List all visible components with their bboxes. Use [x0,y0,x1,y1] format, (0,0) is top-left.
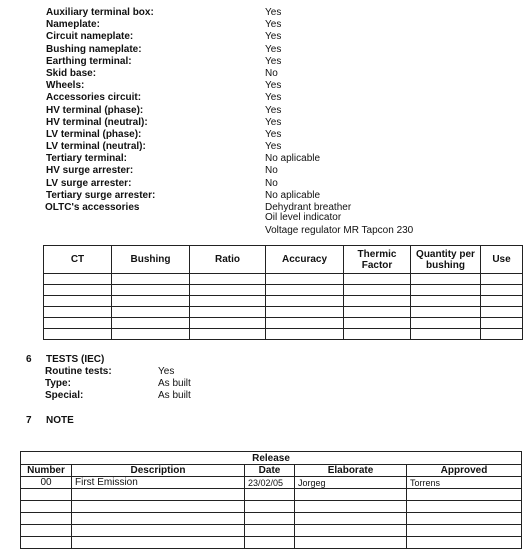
accessory-row [46,165,516,177]
accessory-value: No aplicable [265,189,321,201]
accessory-row [46,92,516,104]
accessory-label: Tertiary surge arrester: [46,189,156,201]
accessory-value: Yes [265,55,282,67]
table-row [44,329,523,340]
section-number: 6 [26,354,32,365]
ct-header-bushing: Bushing [112,246,190,274]
accessory-value: Yes [265,116,282,128]
accessory-label: LV terminal (phase): [46,128,142,140]
accessory-row [46,7,516,19]
accessory-row [46,129,516,141]
section-title: NOTE [46,415,74,426]
oltc-extra-item: Oil level indicator [265,212,342,223]
accessory-label: Nameplate: [46,19,100,31]
accessory-value: No [265,177,278,189]
accessory-row [46,190,516,202]
accessory-value: No [265,67,278,79]
release-header-row [21,465,522,477]
accessory-label: OLTC's accessories [45,202,140,213]
accessory-label: Tertiary terminal: [46,153,127,165]
note-section [26,415,74,427]
test-value: As built [158,378,191,389]
accessory-value: Yes [265,104,282,116]
table-row [21,489,522,501]
accessory-label: HV terminal (neutral): [46,116,148,128]
tests-section [26,354,286,402]
ct-header-accuracy: Accuracy [266,246,344,274]
ct-table [43,245,523,340]
accessory-label: Earthing terminal: [46,55,132,67]
release-header-number: Number [21,465,72,477]
release-description-cell: First Emission [72,477,245,489]
ct-header-ratio: Ratio [190,246,266,274]
section-number: 7 [26,415,32,426]
accessory-row [46,117,516,129]
accessory-value: Yes [265,31,282,43]
accessory-value: Dehydrant breather [265,202,352,213]
release-header-description: Description [72,465,245,477]
table-row [44,307,523,318]
table-row [44,274,523,285]
accessory-value: Yes [265,43,282,55]
accessory-label: Circuit nameplate: [46,31,134,43]
accessory-row [46,19,516,31]
release-number-cell: 00 [21,477,72,489]
accessory-label: Wheels: [46,80,85,92]
table-row [21,525,522,537]
oltc-extra-item: Voltage regulator MR Tapcon 230 [265,225,414,236]
release-header-date: Date [245,465,295,477]
ct-header-row [44,246,523,274]
accessory-label: LV surge arrester: [46,177,132,189]
ct-header-thermic-factor: Thermic Factor [344,246,411,274]
section-title: TESTS (IEC) [46,354,105,365]
test-label: Type: [45,378,71,389]
accessory-label: Accessories circuit: [46,92,142,104]
accessory-label: LV terminal (neutral): [46,141,146,153]
accessory-value: Yes [265,128,282,140]
release-header-elaborate: Elaborate [295,465,407,477]
accessory-row [46,80,516,92]
release-date-cell: 23/02/05 [245,477,295,489]
test-value: Yes [158,366,175,377]
accessory-label: Skid base: [46,67,97,79]
accessory-label: Bushing nameplate: [46,43,142,55]
release-approved-cell: Torrens [407,477,522,489]
accessory-row [46,141,516,153]
accessory-label: HV terminal (phase): [46,104,144,116]
test-row [45,378,305,390]
accessory-value: Yes [265,141,282,153]
accessory-value: Yes [265,92,282,104]
accessory-value: No aplicable [265,153,321,165]
table-row [44,285,523,296]
test-row [45,366,305,378]
accessories-list [46,7,516,214]
table-row [21,513,522,525]
release-elaborate-cell: Jorgeg [295,477,407,489]
ct-header-ct: CT [44,246,112,274]
release-table [20,451,522,549]
accessory-label: Auxiliary terminal box: [46,7,154,18]
release-caption: Release [21,452,522,465]
test-value: As built [158,390,191,401]
accessory-row [46,44,516,56]
accessory-row [46,153,516,165]
accessory-row [46,56,516,68]
ct-header-quantity: Quantity per bushing [411,246,481,274]
release-header-approved: Approved [407,465,522,477]
table-row [21,501,522,513]
accessory-row [46,178,516,190]
test-row [45,390,305,402]
accessory-label: HV surge arrester: [46,165,134,177]
table-row [21,477,522,489]
accessory-row [46,68,516,80]
table-row [44,318,523,329]
table-row [44,296,523,307]
accessory-row [46,31,516,43]
accessory-value: Yes [265,80,282,92]
test-label: Special: [45,390,84,401]
tests-heading [26,354,286,366]
test-label: Routine tests: [45,366,112,377]
ct-header-use: Use [481,246,523,274]
accessory-row [46,105,516,117]
accessory-value: Yes [265,19,282,31]
accessory-value: No [265,165,278,177]
table-row [21,537,522,549]
accessory-value: Yes [265,7,282,18]
